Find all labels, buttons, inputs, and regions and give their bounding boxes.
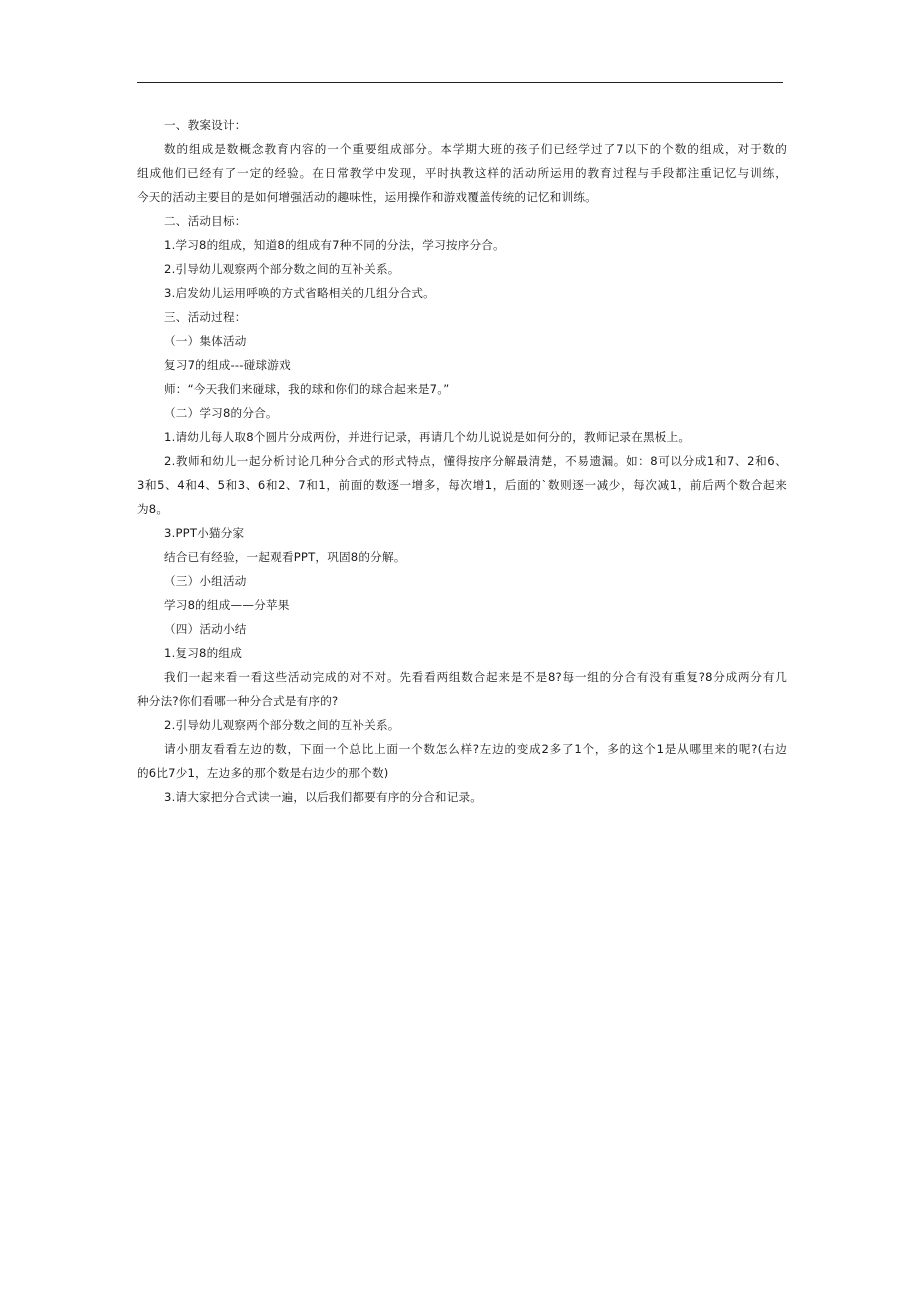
text-line: 我们一起来看一看这些活动完成的对不对。先看看两组数合起来是不是8?每一组的分合有没有重复?8分成两分有几 [164, 670, 787, 684]
document-body [137, 113, 787, 809]
text-line: 组成他们已经有了一定的经验。在日常教学中发现，平时执教这样的活动所运用的教育过程与手段都注重记忆与训练， [137, 166, 787, 180]
text-line: 2.教师和幼儿一起分析讨论几种分合式的形式特点，懂得按序分解最清楚，不易遗漏。如：8可以分成1和7、2和6、 [164, 454, 787, 468]
text-line: 3.请大家把分合式读一遍，以后我们都要有序的分合和记录。 [164, 790, 483, 804]
text-line: 1.复习8的组成 [164, 646, 243, 660]
text-line: 结合已有经验，一起观看PPT，巩固8的分解。 [164, 550, 406, 564]
text-line: （二）学习8的分合。 [164, 406, 278, 420]
text-line: 二、活动目标： [164, 214, 247, 228]
text-line: （三）小组活动 [164, 574, 247, 588]
text-line: 复习7的组成---碰球游戏 [164, 358, 291, 372]
text-line: 2.引导幼儿观察两个部分数之间的互补关系。 [164, 718, 400, 732]
text-line: 的6比7少1，左边多的那个数是右边少的那个数) [137, 766, 389, 780]
text-line: 师：“今天我们来碰球，我的球和你们的球合起来是7。” [164, 382, 450, 396]
header-rule [137, 82, 783, 83]
text-line: 1.学习8的组成，知道8的组成有7种不同的分法，学习按序分合。 [164, 238, 505, 252]
text-line: 今天的活动主要目的是如何增强活动的趣味性，运用操作和游戏覆盖传统的记忆和训练。 [137, 190, 597, 204]
text-line: 请小朋友看看左边的数，下面一个总比上面一个数怎么样?左边的变成2多了1个，多的这个1是从哪里来的呢?(右边 [164, 742, 787, 756]
text-line: 3.PPT小猫分家 [164, 526, 245, 540]
text-line: 2.引导幼儿观察两个部分数之间的互补关系。 [164, 262, 400, 276]
text-line: 1.请幼儿每人取8个圆片分成两份，并进行记录，再请几个幼儿说说是如何分的，教师记录在黑板上。 [164, 430, 691, 444]
text-line: （四）活动小结 [164, 622, 247, 636]
text-line: （一）集体活动 [164, 334, 247, 348]
text-line: 数的组成是数概念教育内容的一个重要组成部分。本学期大班的孩子们已经学过了7以下的个数的组成，对于数的 [164, 142, 787, 156]
text-line: 三、活动过程： [164, 310, 247, 324]
text-line: 为8。 [137, 502, 169, 516]
text-line: 3.启发幼儿运用呼唤的方式省略相关的几组分合式。 [164, 286, 435, 300]
text-line: 种分法?你们看哪一种分合式是有序的? [137, 694, 339, 708]
text-line: 3和5、4和4、5和3、6和2、7和1，前面的数逐一增多，每次增1，后面的`数则逐一减少，每次减1，前后两个数合起来 [137, 478, 787, 492]
text-line: 学习8的组成——分苹果 [164, 598, 290, 612]
text-line: 一、教案设计： [164, 118, 247, 132]
